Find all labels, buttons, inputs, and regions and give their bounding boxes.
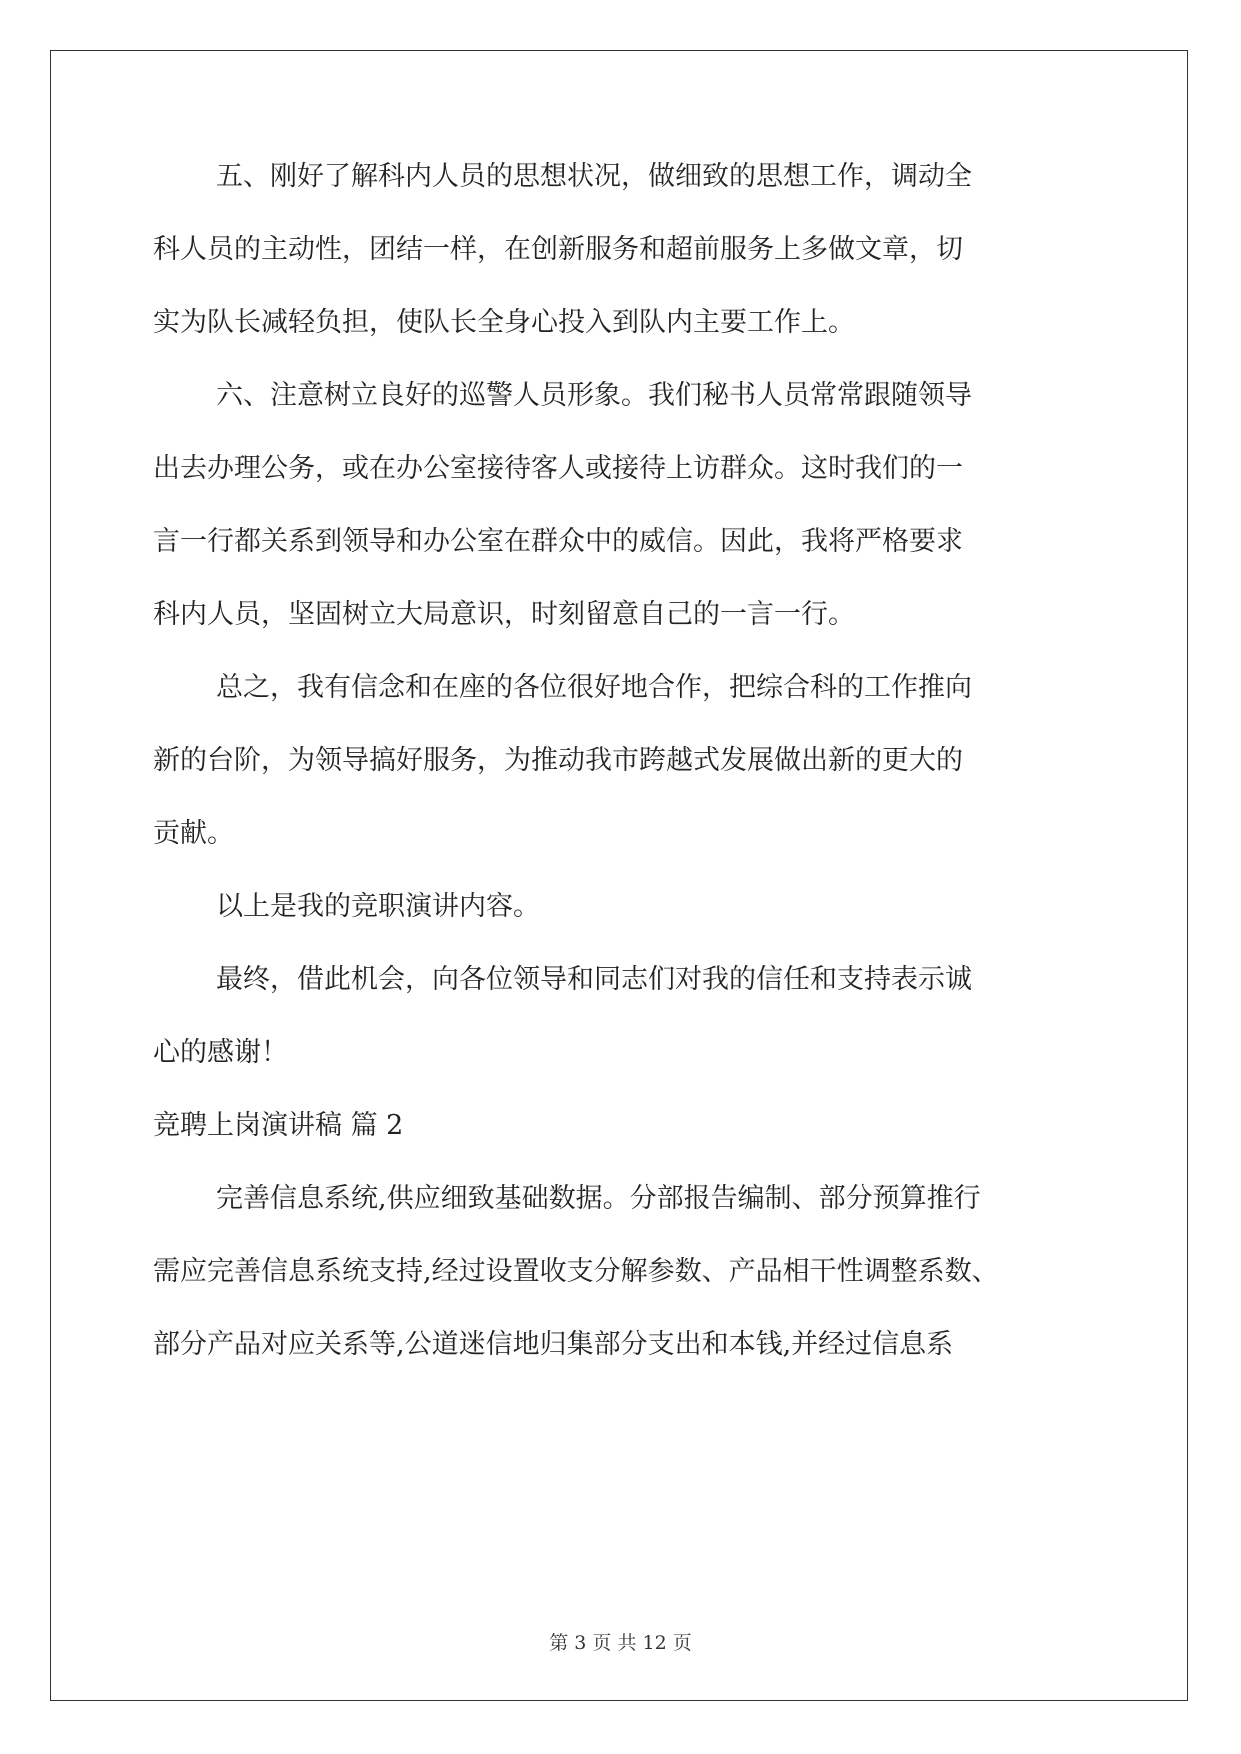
page-number: 第 3 页 共 12 页 bbox=[549, 1632, 692, 1654]
text-line: 完善信息系统,供应细致基础数据。分部报告编制、部分预算推行 bbox=[216, 1183, 981, 1214]
text-line: 新的台阶，为领导搞好服务，为推动我市跨越式发展做出新的更大的 bbox=[153, 745, 963, 776]
text-line: 贡献。 bbox=[153, 818, 234, 849]
text-line: 需应完善信息系统支持,经过设置收支分解参数、产品相干性调整系数、 bbox=[153, 1256, 999, 1287]
text-line: 以上是我的竞职演讲内容。 bbox=[216, 891, 540, 922]
text-line: 出去办理公务，或在办公室接待客人或接待上访群众。这时我们的一 bbox=[153, 453, 963, 484]
text-line: 六、注意树立良好的巡警人员形象。我们秘书人员常常跟随领导 bbox=[216, 380, 972, 411]
page-frame bbox=[50, 50, 1188, 1701]
text-line: 科人员的主动性，团结一样，在创新服务和超前服务上多做文章，切 bbox=[153, 234, 963, 265]
text-line: 总之，我有信念和在座的各位很好地合作，把综合科的工作推向 bbox=[216, 672, 972, 703]
text-line: 部分产品对应关系等,公道迷信地归集部分支出和本钱,并经过信息系 bbox=[153, 1329, 954, 1360]
text-line: 五、刚好了解科内人员的思想状况，做细致的思想工作，调动全 bbox=[216, 161, 972, 192]
text-line: 科内人员，坚固树立大局意识，时刻留意自己的一言一行。 bbox=[153, 599, 855, 630]
section-heading: 竞聘上岗演讲稿 篇 2 bbox=[153, 1110, 404, 1141]
text-line: 言一行都关系到领导和办公室在群众中的威信。因此，我将严格要求 bbox=[153, 526, 963, 557]
text-line: 最终，借此机会，向各位领导和同志们对我的信任和支持表示诚 bbox=[216, 964, 972, 995]
text-line: 实为队长减轻负担，使队长全身心投入到队内主要工作上。 bbox=[153, 307, 855, 338]
text-line: 心的感谢！ bbox=[153, 1037, 288, 1068]
